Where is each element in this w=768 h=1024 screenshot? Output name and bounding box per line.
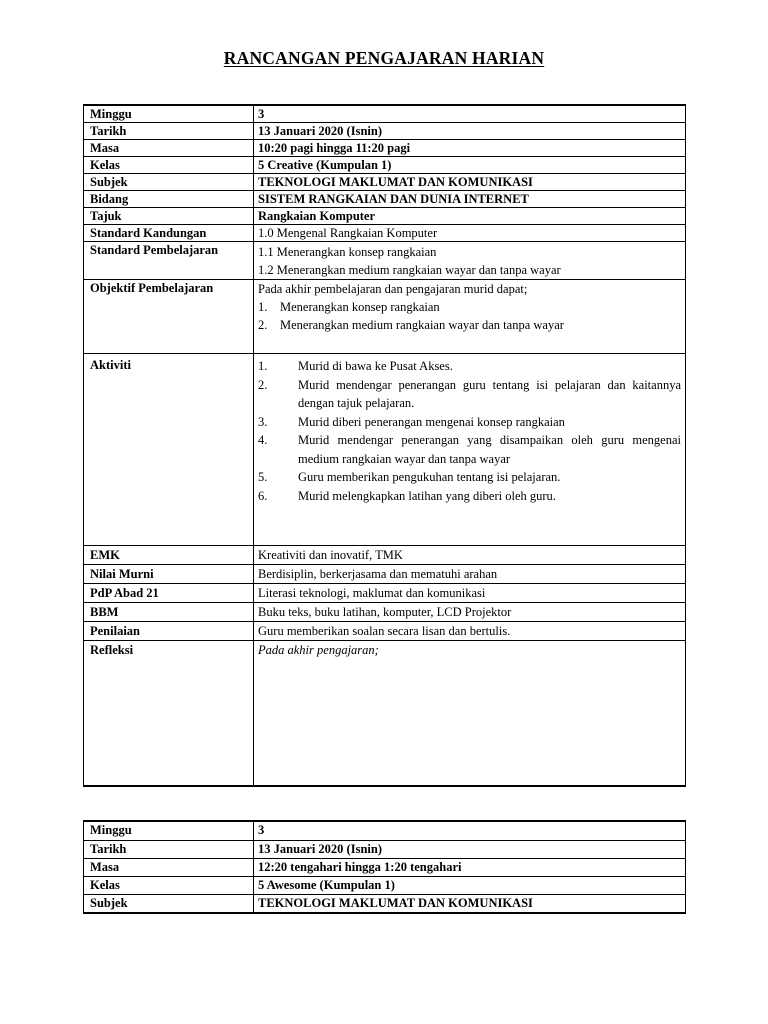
label-masa: Masa	[84, 140, 254, 157]
value-minggu: 3	[254, 821, 686, 840]
page-title: RANCANGAN PENGAJARAN HARIAN	[223, 48, 545, 68]
list-number: 4.	[258, 433, 268, 447]
label-nilai-murni: Nilai Murni	[84, 565, 254, 584]
row-bbm	[84, 603, 686, 622]
list-item	[258, 431, 681, 468]
row-penilaian	[84, 622, 686, 641]
label-minggu: Minggu	[84, 821, 254, 840]
standard-pembelajaran-line: 1.1 Menerangkan konsep rangkaian	[258, 245, 437, 259]
list-text: Menerangkan medium rangkaian wayar dan tanpa wayar	[280, 318, 564, 332]
label-tajuk: Tajuk	[84, 208, 254, 225]
row-subjek	[84, 894, 686, 913]
label-bidang: Bidang	[84, 191, 254, 208]
list-item	[258, 316, 681, 334]
list-number: 2.	[258, 318, 268, 332]
list-text: Murid mendengar penerangan yang disampaikan oleh guru mengenai medium rangkaian wayar dan tanpa wayar	[298, 433, 681, 466]
list-number: 2.	[258, 377, 268, 392]
row-emk	[84, 546, 686, 565]
value-nilai-murni: Berdisiplin, berkerjasama dan mematuhi arahan	[254, 565, 686, 584]
value-masa: 12:20 tengahari hingga 1:20 tengahari	[254, 858, 686, 876]
label-aktiviti: Aktiviti	[84, 354, 254, 546]
value-objektif	[254, 280, 686, 354]
value-standard-kandungan: 1.0 Mengenal Rangkaian Komputer	[254, 225, 686, 242]
label-emk: EMK	[84, 546, 254, 565]
row-standard-kandungan	[84, 225, 686, 242]
label-masa: Masa	[84, 858, 254, 876]
row-minggu	[84, 821, 686, 840]
row-kelas	[84, 876, 686, 894]
row-tajuk	[84, 208, 686, 225]
list-item	[258, 376, 681, 413]
list-number: 1.	[258, 300, 268, 314]
list-number: 1.	[258, 359, 268, 373]
row-refleksi	[84, 641, 686, 786]
list-item	[258, 413, 681, 432]
list-text: Murid mendengar penerangan guru tentang isi pelajaran dan kaitannya dengan tajuk pelajaran.	[298, 377, 681, 410]
row-subjek	[84, 174, 686, 191]
value-tajuk: Rangkaian Komputer	[254, 208, 686, 225]
list-text: Guru memberikan pengukuhan tentang isi pelajaran.	[298, 470, 561, 484]
aktiviti-list	[258, 357, 681, 505]
value-subjek: TEKNOLOGI MAKLUMAT DAN KOMUNIKASI	[254, 174, 686, 191]
label-penilaian: Penilaian	[84, 622, 254, 641]
value-kelas: 5 Creative (Kumpulan 1)	[254, 157, 686, 174]
label-subjek: Subjek	[84, 894, 254, 913]
standard-pembelajaran-line: 1.2 Menerangkan medium rangkaian wayar dan tanpa wayar	[258, 263, 561, 277]
label-minggu: Minggu	[84, 105, 254, 123]
list-text: Murid di bawa ke Pusat Akses.	[298, 359, 453, 373]
value-subjek: TEKNOLOGI MAKLUMAT DAN KOMUNIKASI	[254, 894, 686, 913]
row-pdp-abad-21	[84, 584, 686, 603]
value-standard-pembelajaran	[254, 242, 686, 280]
value-masa: 10:20 pagi hingga 11:20 pagi	[254, 140, 686, 157]
row-nilai-murni	[84, 565, 686, 584]
value-refleksi: Pada akhir pengajaran;	[254, 641, 686, 786]
row-tarikh	[84, 840, 686, 858]
list-number: 3.	[258, 414, 268, 429]
label-bbm: BBM	[84, 603, 254, 622]
label-kelas: Kelas	[84, 876, 254, 894]
objektif-intro: Pada akhir pembelajaran dan pengajaran murid dapat;	[258, 282, 528, 296]
label-standard-pembelajaran: Standard Pembelajaran	[84, 242, 254, 280]
value-emk: Kreativiti dan inovatif, TMK	[254, 546, 686, 565]
list-item	[258, 357, 681, 376]
value-penilaian: Guru memberikan soalan secara lisan dan bertulis.	[254, 622, 686, 641]
list-item	[258, 298, 681, 316]
value-aktiviti	[254, 354, 686, 546]
list-text: Murid diberi penerangan mengenai konsep rangkaian	[298, 414, 565, 429]
value-bidang: SISTEM RANGKAIAN DAN DUNIA INTERNET	[254, 191, 686, 208]
label-tarikh: Tarikh	[84, 123, 254, 140]
row-masa	[84, 858, 686, 876]
row-tarikh	[84, 123, 686, 140]
label-kelas: Kelas	[84, 157, 254, 174]
row-standard-pembelajaran	[84, 242, 686, 280]
row-bidang	[84, 191, 686, 208]
value-minggu: 3	[254, 105, 686, 123]
label-standard-kandungan: Standard Kandungan	[84, 225, 254, 242]
row-masa	[84, 140, 686, 157]
label-subjek: Subjek	[84, 174, 254, 191]
list-number: 5.	[258, 470, 268, 484]
list-text: Menerangkan konsep rangkaian	[280, 300, 440, 314]
list-item	[258, 468, 681, 487]
value-tarikh: 13 Januari 2020 (Isnin)	[254, 123, 686, 140]
label-refleksi: Refleksi	[84, 641, 254, 786]
label-tarikh: Tarikh	[84, 840, 254, 858]
label-pdp-abad-21: PdP Abad 21	[84, 584, 254, 603]
row-minggu	[84, 105, 686, 123]
value-pdp-abad-21: Literasi teknologi, maklumat dan komunikasi	[254, 584, 686, 603]
list-item	[258, 487, 681, 506]
objektif-list	[258, 298, 681, 334]
list-text: Murid melengkapkan latihan yang diberi oleh guru.	[298, 488, 556, 503]
row-objektif	[84, 280, 686, 354]
value-tarikh: 13 Januari 2020 (Isnin)	[254, 840, 686, 858]
value-bbm: Buku teks, buku latihan, komputer, LCD Projektor	[254, 603, 686, 622]
label-objektif: Objektif Pembelajaran	[84, 280, 254, 354]
lesson-plan-table-2	[83, 820, 686, 914]
value-kelas: 5 Awesome (Kumpulan 1)	[254, 876, 686, 894]
row-kelas	[84, 157, 686, 174]
row-aktiviti	[84, 354, 686, 546]
list-number: 6.	[258, 488, 268, 503]
lesson-plan-table-1	[83, 104, 686, 787]
